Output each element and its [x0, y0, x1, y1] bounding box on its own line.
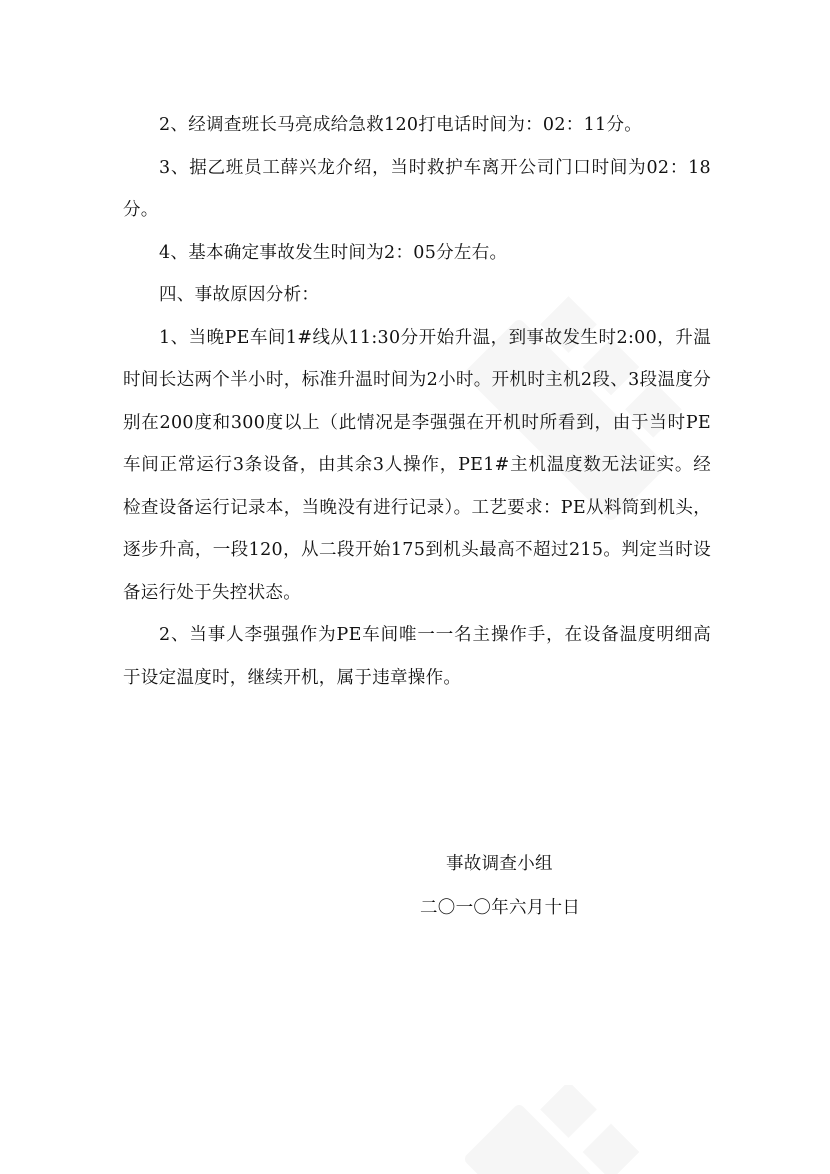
watermark-logo-bottom — [440, 1085, 690, 1174]
signature-date: 二〇一〇年六月十日 — [420, 898, 581, 918]
section-heading-cause-analysis: 四、事故原因分析： — [159, 285, 320, 305]
paragraph-accident-time: 4、基本确定事故发生时间为2：05分左右。 — [159, 242, 508, 263]
document-body — [123, 104, 711, 699]
signature-organization: 事故调查小组 — [446, 854, 553, 874]
paragraph-analysis-2: 2、当事人李强强作为PE车间唯一一名主操作手，在设备温度明细高于设定温度时，继续开机，属于违章操作。 — [123, 625, 711, 688]
paragraph-ambulance-time: 3、据乙班员工薛兴龙介绍，当时救护车离开公司门口时间为02：18分。 — [123, 157, 711, 220]
paragraph-call-time: 2、经调查班长马亮成给急救120打电话时间为：02：11分。 — [159, 115, 643, 135]
paragraph-analysis-1: 1、当晚PE车间1#线从11:30分开始升温，到事故发生时2:00，升温时间长达两个半小时，标准升温时间为2小时。开机时主机2段、3段温度分别在200度和300度以上（此情况是李强强在开机时所看到，由于当时PE车间正常运行3条设备，由其余3人操作，PE1#主机温度数无法证实。经检查设备运行记录本，当晚没有进行记录）。工艺要求：PE从料筒到机头，逐步升高，一段120，从二段开始175到机头最高不超过215。判定当时设备运行处于失控状态。 — [123, 327, 711, 603]
